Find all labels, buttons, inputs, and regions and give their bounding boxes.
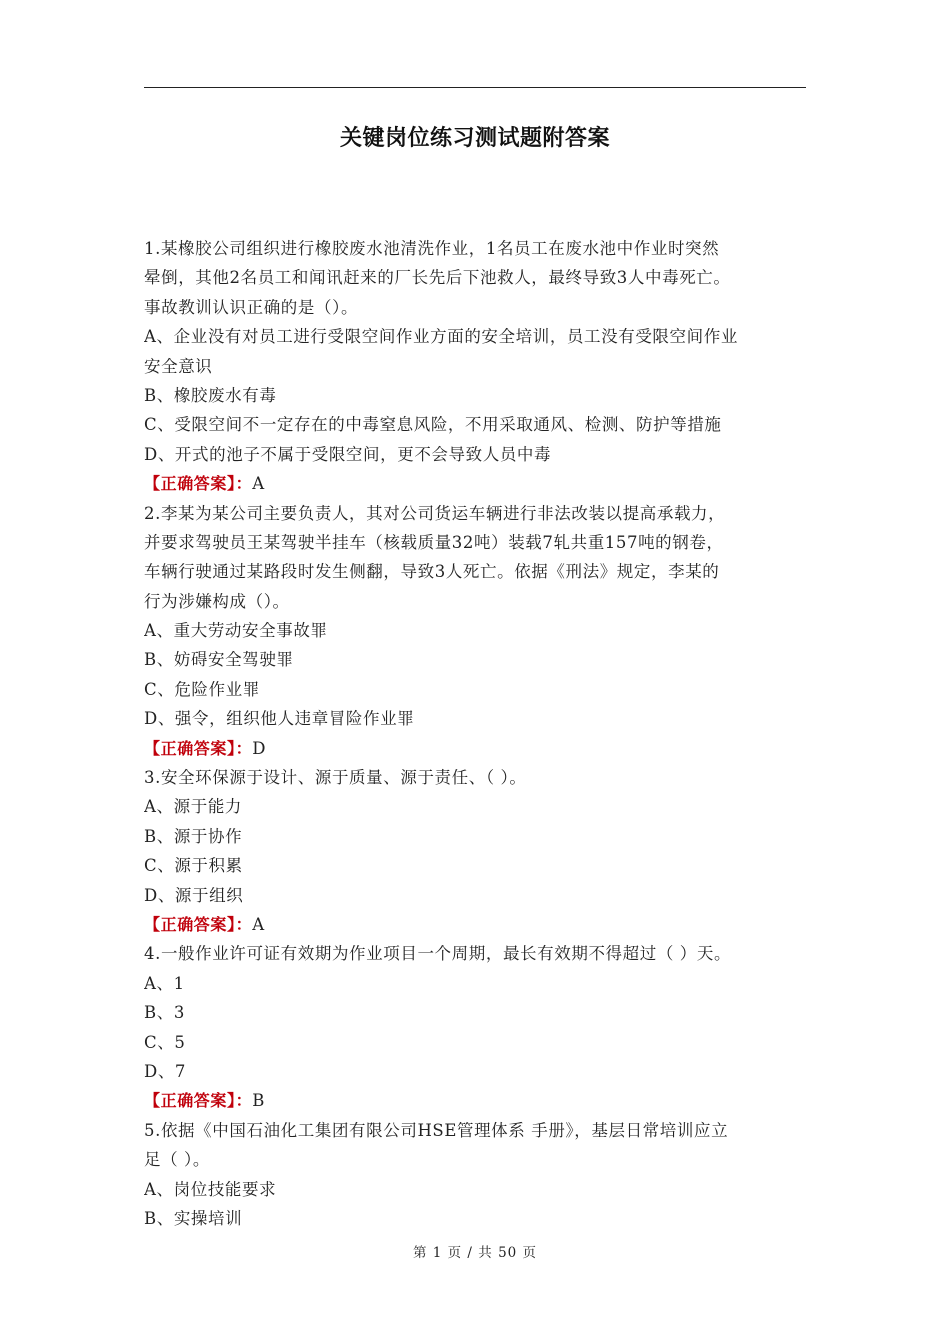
answer-label: 【正确答案】： [144, 914, 253, 934]
question-2-text-line: 2.李某为某公司主要负责人，其对公司货运车辆进行非法改装以提高承载力， [144, 503, 726, 523]
question-4-option-a: A、1 [144, 973, 185, 993]
footer-middle: 页 / 共 [447, 1245, 493, 1261]
question-2-text-line: 车辆行驶通过某路段时发生侧翻，导致3人死亡。依据《刑法》规定，李某的 [144, 562, 720, 582]
question-1-text-line: 事故教训认识正确的是（）。 [144, 297, 359, 317]
question-2-text-line: 行为涉嫌构成（）。 [144, 591, 290, 611]
question-1-option-a: A、企业没有对员工进行受限空间作业方面的安全培训，员工没有受限空间作业 [144, 327, 738, 347]
question-2-option-d: D、强令，组织他人违章冒险作业罪 [144, 709, 415, 729]
answer-value: D [252, 738, 267, 758]
page-footer [144, 1243, 806, 1263]
question-5-option-a: A、岗位技能要求 [144, 1179, 277, 1199]
question-2-answer [144, 734, 806, 763]
answer-label: 【正确答案】： [144, 1091, 253, 1111]
question-3-answer [144, 910, 806, 939]
question-3-option-a: A、源于能力 [144, 797, 243, 817]
question-list [144, 234, 806, 1233]
question-5 [144, 1116, 806, 1234]
question-2 [144, 499, 806, 764]
question-1-option-c: C、受限空间不一定存在的中毒窒息风险，不用采取通风、检测、防护等措施 [144, 415, 722, 435]
question-1-answer [144, 469, 806, 498]
question-1 [144, 234, 806, 499]
question-4-text-line: 4.一般作业许可证有效期为作业项目一个周期，最长有效期不得超过（ ）天。 [144, 944, 732, 964]
answer-value: A [252, 914, 265, 934]
question-4-option-d: D、7 [144, 1061, 187, 1081]
question-4-answer [144, 1086, 806, 1115]
question-1-text-line: 晕倒，其他2名员工和闻讯赶来的厂长先后下池救人，最终导致3人中毒死亡。 [144, 268, 731, 288]
question-3-option-c: C、源于积累 [144, 856, 243, 876]
question-3-option-d: D、源于组织 [144, 885, 244, 905]
question-5-text-line: 足（ ）。 [144, 1150, 210, 1170]
question-1-option-d: D、开式的池子不属于受限空间，更不会导致人员中毒 [144, 444, 552, 464]
question-2-option-a: A、重大劳动安全事故罪 [144, 621, 328, 641]
question-2-option-c: C、危险作业罪 [144, 679, 260, 699]
total-page-count: 50 [498, 1245, 518, 1261]
answer-value: B [252, 1091, 265, 1111]
question-2-option-b: B、妨碍安全驾驶罪 [144, 650, 294, 670]
footer-prefix: 第 [412, 1245, 428, 1261]
question-1-option-a-continued: 安全意识 [144, 356, 213, 376]
question-5-text-line: 5.依据《中国石油化工集团有限公司HSE管理体系 手册》，基层日常培训应立 [144, 1120, 729, 1140]
question-2-text-line: 并要求驾驶员王某驾驶半挂车（核载质量32吨）装载7轧共重157吨的钢卷， [144, 532, 724, 552]
header-rule [144, 87, 806, 88]
question-3-option-b: B、源于协作 [144, 826, 243, 846]
question-1-text-line: 1.某橡胶公司组织进行橡胶废水池清洗作业，1名员工在废水池中作业时突然 [144, 239, 720, 258]
answer-value: A [252, 474, 265, 494]
question-3-text-line: 3.安全环保源于设计、源于质量、源于责任、（ ）。 [144, 768, 527, 788]
question-5-option-b: B、实操培训 [144, 1208, 243, 1228]
question-4-option-c: C、5 [144, 1032, 186, 1052]
question-1-option-b: B、橡胶废水有毒 [144, 385, 277, 405]
current-page-number: 1 [432, 1245, 443, 1261]
document-title: 关键岗位练习测试题附答案 [339, 126, 610, 151]
footer-suffix: 页 [522, 1245, 538, 1261]
answer-label: 【正确答案】： [144, 474, 253, 494]
question-4 [144, 939, 806, 1115]
question-3 [144, 763, 806, 939]
answer-label: 【正确答案】： [144, 738, 253, 758]
question-4-option-b: B、3 [144, 1003, 185, 1023]
